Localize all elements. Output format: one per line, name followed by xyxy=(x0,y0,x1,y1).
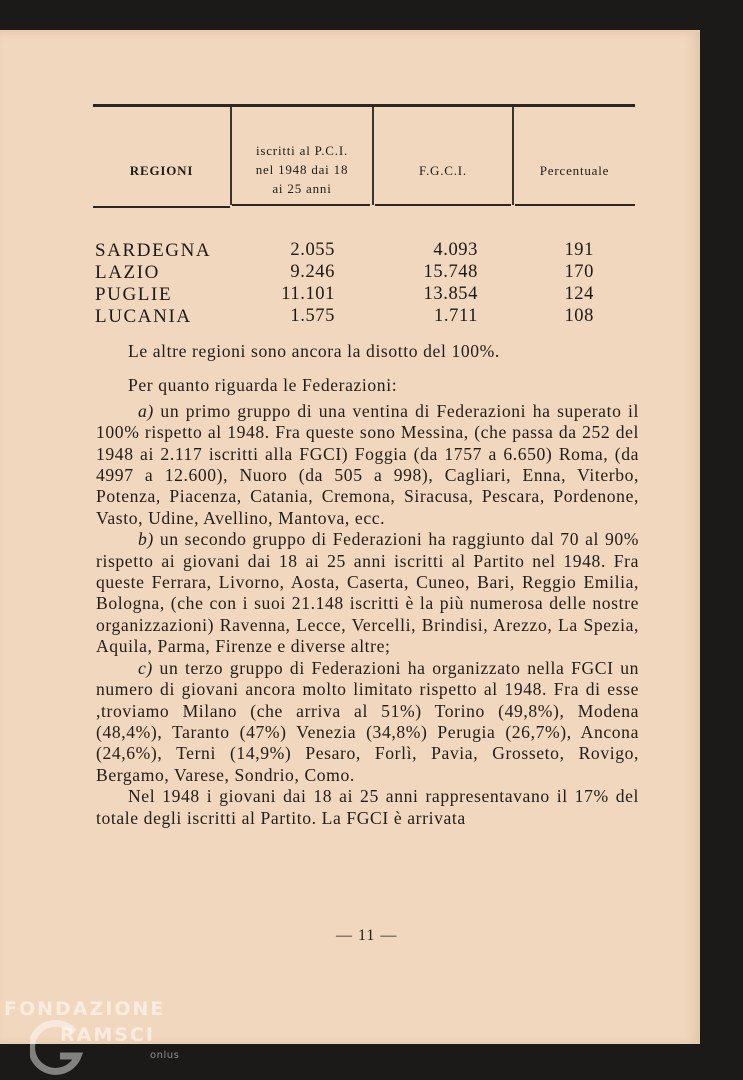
table-header-rule xyxy=(232,204,370,206)
paragraph xyxy=(96,658,639,786)
paragraph-text: un secondo gruppo di Federazioni ha raggiunto dal 70 al 90% rispetto ai giovani dai 18 ai 25 anni iscritti al Partito nel 1948. Fra queste Ferrara, Livorno, Aosta, Caserta, Cuneo, Bari, Reggio Emilia, Bologna, (che con i suoi 21.148 iscritti è la più numerosa delle nostre organizzazioni) Ravenna, Lecce, Vercelli, Brindisi, Arezzo, La Spezia, Aquila, Parma, Firenze e diverse altre; xyxy=(96,529,640,657)
paragraph xyxy=(96,529,639,657)
table-row xyxy=(95,262,615,284)
table-header-rule xyxy=(515,204,635,206)
percent-value: 170 xyxy=(564,262,594,282)
fgci-value: 13.854 xyxy=(423,284,478,304)
header-iscritti-line: nel 1948 dai 18 xyxy=(255,162,349,177)
header-regioni: REGIONI xyxy=(129,163,194,178)
header-iscritti-line: ai 25 anni xyxy=(272,181,332,196)
iscritti-value: 1.575 xyxy=(290,306,335,326)
paragraph: Nel 1948 i giovani dai 18 ai 25 anni rappresentavano il 17% del totale degli iscritti al Partito. La FGCI è arrivata xyxy=(96,786,639,828)
page-number: — 11 — xyxy=(336,927,398,944)
watermark-line: RAMSCI xyxy=(60,1024,155,1046)
header-percentuale: Percentuale xyxy=(539,163,610,178)
watermark xyxy=(4,998,180,1061)
watermark-line: onlus xyxy=(150,1050,180,1061)
list-marker: b) xyxy=(138,529,154,550)
table-divider xyxy=(512,107,514,205)
paragraph: Per quanto riguarda le Federazioni: xyxy=(128,375,398,396)
table-header-rule xyxy=(93,206,230,208)
stats-table-header xyxy=(93,104,635,208)
watermark-line: FONDAZIONE xyxy=(4,998,166,1020)
table-row xyxy=(95,306,615,328)
header-iscritti xyxy=(232,141,372,198)
body-text xyxy=(96,341,639,829)
region-name: LAZIO xyxy=(95,262,160,283)
fgci-value: 4.093 xyxy=(433,240,478,260)
iscritti-value: 9.246 xyxy=(290,262,335,282)
paragraph: Le altre regioni sono ancora la disotto del 100%. xyxy=(128,341,500,361)
percent-value: 108 xyxy=(564,306,594,326)
iscritti-value: 2.055 xyxy=(290,240,335,260)
table-top-rule xyxy=(93,104,635,107)
fgci-value: 15.748 xyxy=(423,262,478,282)
list-marker: a) xyxy=(138,400,154,421)
percent-value: 191 xyxy=(564,240,594,260)
paragraph-text: un primo gruppo di una ventina di Federazioni ha superato il 100% rispetto al 1948. Fra queste sono Messina, (che passa da 252 del 1948 ai 2.117 iscritti alla FGCI) Foggia (da 1757 a 6.650) Roma, (da 4997 a 12.600), Nuoro (da 505 a 998), Cagliari, Enna, Viterbo, Potenza, Piacenza, Catania, Cremona, Siracusa, Pescara, Pordenone, Vasto, Udine, Avellino, Mantova, ecc. xyxy=(96,400,639,528)
table-divider xyxy=(372,107,374,205)
paragraph xyxy=(96,401,639,529)
fgci-value: 1.711 xyxy=(434,306,478,326)
header-iscritti-line: iscritti al P.C.I. xyxy=(255,143,349,158)
region-name: LUCANIA xyxy=(95,306,192,327)
table-header-rule xyxy=(375,204,511,206)
header-fgci: F.G.C.I. xyxy=(419,163,467,178)
table-row xyxy=(95,284,615,306)
table-row xyxy=(95,240,615,262)
iscritti-value: 11.101 xyxy=(281,284,335,304)
region-name: SARDEGNA xyxy=(95,240,212,261)
paragraph-text: un terzo gruppo di Federazioni ha organizzato nella FGCI un numero di giovani ancora molto limitato rispetto al 1948. Fra di esse ,troviamo Milano (che arriva al 51%) Torino (49,8%), Modena (48,4%), Taranto (47%) Venezia (34,8%) Perugia (26,7%), Ancona (24,6%), Terni (14,9%) Pesaro, Forlì, Pavia, Grosseto, Rovigo, Bergamo, Varese, Sondrio, Como. xyxy=(96,657,640,785)
percent-value: 124 xyxy=(564,284,594,304)
list-marker: c) xyxy=(138,657,153,678)
region-name: PUGLIE xyxy=(95,284,173,305)
